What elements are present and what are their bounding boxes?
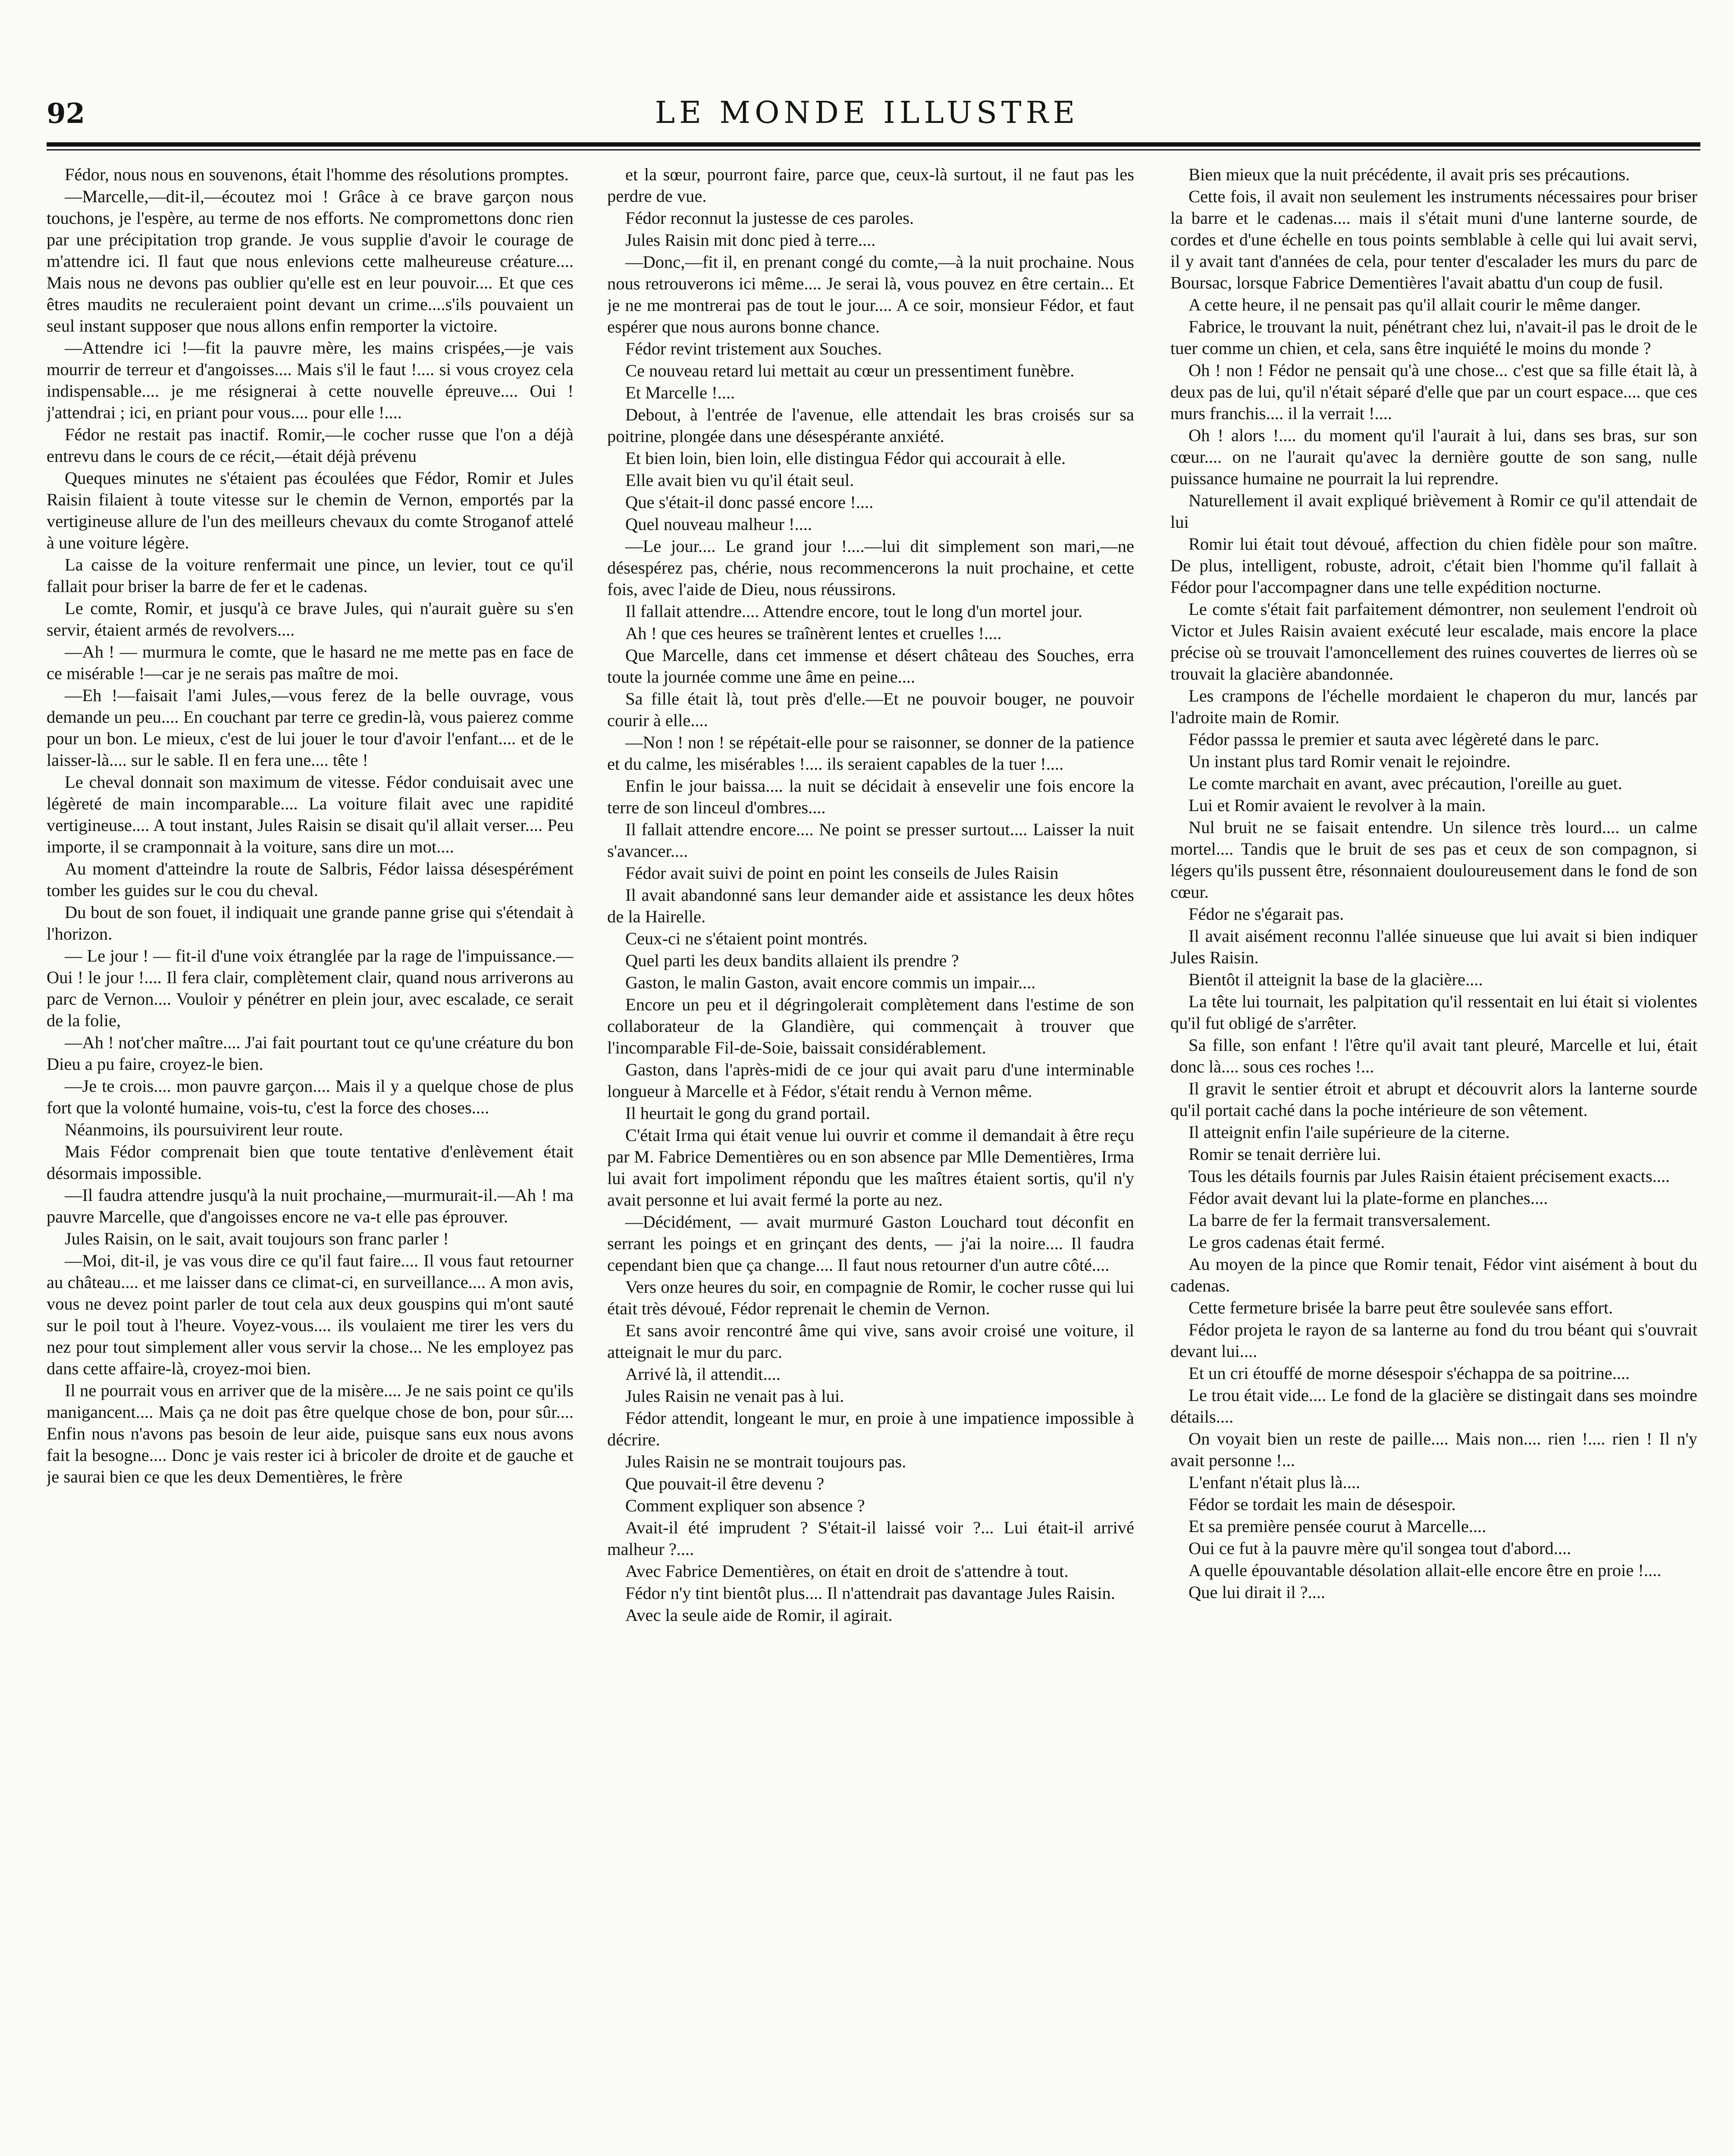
paragraph: L'enfant n'était plus là.... bbox=[1188, 1473, 1361, 1492]
paragraph: Oh ! alors !.... du moment qu'il l'aurait à lui, dans ses bras, sur son cœur.... on ne l'aurait qu'avec la dernière goutte de son sang, nulle puissance humaine ne pourrait la lui reprendre. bbox=[1170, 426, 1697, 488]
paragraph: On voyait bien un reste de paille.... Mais non.... rien !.... rien ! Il n'y avait personne !... bbox=[1170, 1429, 1697, 1470]
paragraph: Fabrice, le trouvant la nuit, pénétrant chez lui, n'avait-il pas le droit de le tuer comme un chien, et cela, sans être inquiété le moins du monde ? bbox=[1170, 317, 1697, 358]
paragraph: Nul bruit ne se faisait entendre. Un silence très lourd.... un calme mortel.... Tandis que le bruit de ses pas et ceux de son compagnon, si légers qu'ils pussent être, résonnaient douloureusement dans le fond de son cœur. bbox=[1170, 818, 1697, 902]
header-rule-thin bbox=[47, 149, 1700, 150]
paragraph: Avait-il été imprudent ? S'était-il laissé voir ?... Lui était-il arrivé malheur ?.... bbox=[607, 1518, 1134, 1559]
paragraph: Romir se tenait derrière lui. bbox=[1188, 1144, 1381, 1164]
paragraph: —Il faudra attendre jusqu'à la nuit prochaine,—murmurait-il.—Ah ! ma pauvre Marcelle, que d'angoisses encore ne va-t elle pas éprouver. bbox=[47, 1185, 574, 1226]
paragraph: Fédor projeta le rayon de sa lanterne au fond du trou béant qui s'ouvrait devant lui.... bbox=[1170, 1320, 1697, 1361]
paragraph: Fédor ne s'égarait pas. bbox=[1188, 904, 1344, 924]
paragraph: Elle avait bien vu qu'il était seul. bbox=[625, 470, 854, 490]
paragraph: —Ah ! not'cher maître.... J'ai fait pourtant tout ce qu'une créature du bon Dieu a pu faire, croyez-le bien. bbox=[47, 1033, 574, 1074]
text-column-1 bbox=[47, 164, 574, 2156]
paragraph: Il fallait attendre encore.... Ne point se presser surtout.... Laisser la nuit s'avancer.... bbox=[607, 820, 1134, 861]
page-number: 92 bbox=[47, 97, 85, 130]
paragraph: Fédor avait suivi de point en point les conseils de Jules Raisin bbox=[625, 863, 1059, 883]
paragraph: Il avait aisément reconnu l'allée sinueuse que lui avait si bien indiquer Jules Raisin. bbox=[1170, 926, 1697, 967]
paragraph: Jules Raisin, on le sait, avait toujours son franc parler ! bbox=[65, 1229, 449, 1248]
paragraph: Que lui dirait il ?.... bbox=[1188, 1583, 1326, 1602]
paragraph: Fédor n'y tint bientôt plus.... Il n'attendrait pas davantage Jules Raisin. bbox=[625, 1583, 1116, 1603]
paragraph: La caisse de la voiture renfermait une pince, un levier, tout ce qu'il fallait pour briser la barre de fer et le cadenas. bbox=[47, 555, 574, 596]
paragraph: Gaston, dans l'après-midi de ce jour qui avait paru d'une interminable longueur à Marcelle et à Fédor, s'était rendu à Vernon même. bbox=[607, 1060, 1134, 1101]
paragraph: —Marcelle,—dit-il,—écoutez moi ! Grâce à ce brave garçon nous touchons, je l'espère, au terme de nos efforts. Ne compromettons donc rien par une précipitation trop grande. Je vous supplie d'avoir le courage de m'attendre ici. Il faut que nous enlevions cette malheureuse créature.... Mais nous ne devons pas oublier qu'elle est en leur pouvoir.... Et que ces êtres maudits ne reculeraient point devant un crime....s'ils pouvaient un seul instant supposer que nous allons enfin remporter la victoire. bbox=[47, 187, 574, 335]
paragraph: Tous les détails fournis par Jules Raisin étaient précisement exacts.... bbox=[1188, 1166, 1670, 1186]
paragraph: Le comte s'était fait parfaitement démontrer, non seulement l'endroit où Victor et Jules Raisin avaient exécuté leur escalade, mais encore la place précise où se trouvait l'amoncellement des ruines couvertes de lierres où se trouvait la glacière abandonnée. bbox=[1170, 599, 1697, 683]
paragraph: Il heurtait le gong du grand portail. bbox=[625, 1103, 870, 1123]
paragraph: Jules Raisin ne se montrait toujours pas. bbox=[625, 1452, 906, 1471]
paragraph: —Eh !—faisait l'ami Jules,—vous ferez de la belle ouvrage, vous demande un peu.... En couchant par terre ce gredin-là, vous paierez comme pour un bon. Le mieux, c'est de lui jouer le tour d'avoir l'enfant.... et de le laisser-là.... sur le sable. Il en fera une.... tête ! bbox=[47, 686, 574, 770]
paragraph: Bien mieux que la nuit précédente, il avait pris ses précautions. bbox=[1188, 165, 1630, 184]
paragraph: Il gravit le sentier étroit et abrupt et découvrit alors la lanterne sourde qu'il portait caché dans la poche intérieure de son vêtement. bbox=[1170, 1079, 1697, 1120]
paragraph: La barre de fer la fermait transversalement. bbox=[1188, 1210, 1491, 1230]
paragraph: Avec Fabrice Dementières, on était en droit de s'attendre à tout. bbox=[625, 1561, 1069, 1581]
paragraph: Gaston, le malin Gaston, avait encore commis un impair.... bbox=[625, 973, 1036, 992]
paragraph: Cette fois, il avait non seulement les instruments nécessaires pour briser la barre et le cadenas.... mais il s'était muni d'une lanterne sourde, de cordes et d'une échelle en tous points semblable à celle qui lui avait servi, il y avait tant d'années de cela, pour tenter d'escalader les murs du parc de Boursac, lorsque Fabrice Dementières l'avait abattu d'un coup de fusil. bbox=[1170, 187, 1697, 292]
paragraph: Que pouvait-il être devenu ? bbox=[625, 1474, 825, 1493]
paragraph: Au moyen de la pince que Romir tenait, Fédor vint aisément à bout du cadenas. bbox=[1170, 1254, 1697, 1295]
paragraph: Enfin le jour baissa.... la nuit se décidait à ensevelir une fois encore la terre de son linceul d'ombres.... bbox=[607, 776, 1134, 817]
paragraph: Debout, à l'entrée de l'avenue, elle attendait les bras croisés sur sa poitrine, plongée dans une désespérante anxiété. bbox=[607, 405, 1134, 446]
paragraph: Du bout de son fouet, il indiquait une grande panne grise qui s'étendait à l'horizon. bbox=[47, 903, 574, 943]
paragraph: Jules Raisin mit donc pied à terre.... bbox=[625, 230, 876, 250]
paragraph: Et Marcelle !.... bbox=[625, 383, 735, 402]
paragraph: Et sa première pensée courut à Marcelle.... bbox=[1188, 1517, 1486, 1536]
paragraph: C'était Irma qui était venue lui ouvrir et comme il demandait à être reçu par M. Fabrice Dementières ou en son absence par Mlle Dementières, Irma lui avait fort impoliment répondu que les maîtres étaient sortis, qu'il n'y avait personne et lui avait fermé la porte au nez. bbox=[607, 1125, 1134, 1210]
paragraph: Comment expliquer son absence ? bbox=[625, 1496, 865, 1515]
paragraph: Que Marcelle, dans cet immense et désert château des Souches, erra toute la journée comme une âme en peine.... bbox=[607, 646, 1134, 686]
paragraph: Et un cri étouffé de morne désespoir s'échappa de sa poitrine.... bbox=[1188, 1363, 1630, 1383]
paragraph: Au moment d'atteindre la route de Salbris, Fédor laissa désespérément tomber les guides sur le cou du cheval. bbox=[47, 859, 574, 900]
paragraph: Il avait abandonné sans leur demander aide et assistance les deux hôtes de la Hairelle. bbox=[607, 885, 1134, 926]
paragraph: —Moi, dit-il, je vas vous dire ce qu'il faut faire.... Il vous faut retourner au château.... et me laisser dans ce climat-ci, en surveillance.... A mon avis, vous ne devez point parler de tout cela aux deux gouspins qui m'ont sauté sur le poil tout à l'heure. Voyez-vous.... ils voulaient me tirer les vers du nez pour tout simplement aller vous servir la chose... Ne les employez pas dans cette affaire-là, croyez-moi bien. bbox=[47, 1251, 574, 1378]
paragraph: Et bien loin, bien loin, elle distingua Fédor qui accourait à elle. bbox=[625, 448, 1066, 468]
paragraph: Arrivé là, il attendit.... bbox=[625, 1364, 781, 1384]
paragraph: Les crampons de l'échelle mordaient le chaperon du mur, lancés par l'adroite main de Romir. bbox=[1170, 686, 1697, 727]
paragraph: Oui ce fut à la pauvre mère qu'il songea tout d'abord.... bbox=[1188, 1539, 1571, 1558]
paragraph: —Le jour.... Le grand jour !....—lui dit simplement son mari,—ne désespérez pas, chérie, nous recommencerons la nuit prochaine, et cette fois, avec l'aide de Dieu, nous réussirons. bbox=[607, 536, 1134, 599]
paragraph: et la sœur, pourront faire, parce que, ceux-là surtout, il ne faut pas les perdre de vue. bbox=[607, 165, 1134, 206]
paragraph: — Le jour ! — fit-il d'une voix étranglée par la rage de l'impuissance.—Oui ! le jour !.... Il fera clair, complètement clair, quand nous arriverons au parc de Vernon.... Vouloir y pénétrer en plein jour, avec escalade, ce serait de la folie, bbox=[47, 946, 574, 1030]
paragraph: Fédor reconnut la justesse de ces paroles. bbox=[625, 208, 914, 228]
paragraph: —Je te crois.... mon pauvre garçon.... Mais il y a quelque chose de plus fort que la volonté humaine, vois-tu, c'est la force des choses.... bbox=[47, 1076, 574, 1117]
paragraph: Ce nouveau retard lui mettait au cœur un pressentiment funèbre. bbox=[625, 361, 1075, 380]
paragraph: Romir lui était tout dévoué, affection du chien fidèle pour son maître. De plus, intelligent, robuste, adroit, c'était bien l'homme qu'il fallait à Fédor pour l'accompagner dans une telle expédition nocturne. bbox=[1170, 534, 1697, 597]
paragraph: Le trou était vide.... Le fond de la glacière se distingait dans ses moindre détails.... bbox=[1170, 1385, 1697, 1426]
paragraph: Il ne pourrait vous en arriver que de la misère.... Je ne sais point ce qu'ils manigancent.... Mais ça ne doit pas être quelque chose de bon, pour sûr.... Enfin nous n'avons pas besoin de leur aide, puisque sans eux nous avons fait la besogne.... Donc je vais rester ici à bricoler de droite et de gauche et je saurai bien ce que les deux Dementières, le frère bbox=[47, 1381, 574, 1486]
paragraph: Néanmoins, ils poursuivirent leur route. bbox=[65, 1120, 343, 1139]
paragraph: Ah ! que ces heures se traînèrent lentes et cruelles !.... bbox=[625, 624, 1002, 643]
paragraph: Sa fille était là, tout près d'elle.—Et ne pouvoir bouger, ne pouvoir courir à elle.... bbox=[607, 689, 1134, 730]
paragraph: Fédor, nous nous en souvenons, était l'homme des résolutions promptes. bbox=[65, 165, 569, 184]
paragraph: Vers onze heures du soir, en compagnie de Romir, le cocher russe qui lui était très dévoué, Fédor reprenait le chemin de Vernon. bbox=[607, 1277, 1134, 1318]
paragraph: Fédor avait devant lui la plate-forme en planches.... bbox=[1188, 1188, 1548, 1208]
paragraph: —Attendre ici !—fit la pauvre mère, les mains crispées,—je vais mourrir de terreur et d'angoisses.... Mais s'il le faut !.... si vous croyez cela indispensable.... je me résignerai à cette nouvelle épreuve.... Oui ! j'attendrai ; ici, en priant pour vous.... pour elle !.... bbox=[47, 338, 574, 422]
paragraph: Fédor attendit, longeant le mur, en proie à une impatience impossible à décrire. bbox=[607, 1408, 1134, 1449]
paragraph: —Décidément, — avait murmuré Gaston Louchard tout déconfit en serrant les poings et en grinçant des dents, — j'ai la noire.... Il faudra cependant bien que ça change.... Il faut nous retourner d'un autre côté.... bbox=[607, 1212, 1134, 1275]
paragraph: Sa fille, son enfant ! l'être qu'il avait tant pleuré, Marcelle et lui, était donc là.... sous ces roches !... bbox=[1170, 1035, 1697, 1076]
paragraph: Il fallait attendre.... Attendre encore, tout le long d'un mortel jour. bbox=[625, 602, 1082, 621]
text-column-2 bbox=[607, 164, 1134, 2156]
paragraph: Avec la seule aide de Romir, il agirait. bbox=[625, 1605, 893, 1625]
paragraph: Le comte marchait en avant, avec précaution, l'oreille au guet. bbox=[1188, 774, 1622, 793]
paragraph: —Donc,—fit il, en prenant congé du comte,—à la nuit prochaine. Nous nous retrouverons ici même.... Je serai là, vous pouvez en être certain... Et je ne me montrerai pas de tout le jour.... A ce soir, monsieur Fédor, et faut espérer que nous aurons bonne chance. bbox=[607, 252, 1134, 336]
paragraph: A cette heure, il ne pensait pas qu'il allait courir le même danger. bbox=[1188, 295, 1641, 314]
paragraph: Naturellement il avait expliqué brièvement à Romir ce qu'il attendait de lui bbox=[1170, 491, 1697, 532]
paragraph: Fédor revint tristement aux Souches. bbox=[625, 339, 882, 358]
paragraph: Il atteignit enfin l'aile supérieure de la citerne. bbox=[1188, 1122, 1510, 1142]
paragraph: Mais Fédor comprenait bien que toute tentative d'enlèvement était désormais impossible. bbox=[47, 1142, 574, 1183]
text-column-3 bbox=[1170, 164, 1697, 2156]
paragraph: Quel nouveau malheur !.... bbox=[625, 514, 812, 534]
paragraph: Et sans avoir rencontré âme qui vive, sans avoir croisé une voiture, il atteignait le mur du parc. bbox=[607, 1321, 1134, 1362]
paragraph: Le gros cadenas était fermé. bbox=[1188, 1232, 1385, 1252]
paragraph: Lui et Romir avaient le revolver à la main. bbox=[1188, 796, 1486, 815]
masthead-title: LE MONDE ILLUSTRE bbox=[655, 95, 1079, 130]
paragraph: Encore un peu et il dégringolerait complètement dans l'estime de son collaborateur de la Glandière, qui commençait à trouver que l'incomparable Fil-de-Soie, baissait considérablement. bbox=[607, 995, 1134, 1057]
paragraph: La tête lui tournait, les palpitation qu'il ressentait en lui était si violentes qu'il fut obligé de s'arrêter. bbox=[1170, 992, 1697, 1033]
paragraph: Quel parti les deux bandits allaient ils prendre ? bbox=[625, 951, 959, 970]
paragraph: Fédor se tordait les main de désespoir. bbox=[1188, 1495, 1456, 1514]
paragraph: Le cheval donnait son maximum de vitesse. Fédor conduisait avec une légèreté de main incomparable.... La voiture filait avec une rapidité vertigineuse.... A tout instant, Jules Raisin se disait qu'il allait verser.... Peu importe, il se cramponnait à la voiture, sans dire un mot.... bbox=[47, 772, 574, 856]
paragraph: Ceux-ci ne s'étaient point montrés. bbox=[625, 929, 868, 948]
header-rule-thick bbox=[47, 142, 1700, 147]
paragraph: Oh ! non ! Fédor ne pensait qu'à une chose... c'est que sa fille était là, à deux pas de lui, qu'il n'était séparé d'elle que par un court espace.... que ces murs franchis.... il la verrait !.... bbox=[1170, 360, 1697, 423]
paragraph: Fédor ne restait pas inactif. Romir,—le cocher russe que l'on a déjà entrevu dans le cours de ce récit,—était déjà prévenu bbox=[47, 425, 574, 466]
paragraph: Fédor passsa le premier et sauta avec légèreté dans le parc. bbox=[1188, 730, 1599, 749]
paragraph: Bientôt il atteignit la base de la glacière.... bbox=[1188, 970, 1483, 989]
paragraph: A quelle épouvantable désolation allait-elle encore être en proie !.... bbox=[1188, 1561, 1662, 1580]
paragraph: —Ah ! — murmura le comte, que le hasard ne me mette pas en face de ce misérable !—car je ne serais pas maître de moi. bbox=[47, 642, 574, 683]
paragraph: Un instant plus tard Romir venait le rejoindre. bbox=[1188, 752, 1511, 771]
paragraph: Cette fermeture brisée la barre peut être soulevée sans effort. bbox=[1188, 1298, 1613, 1317]
paragraph: —Non ! non ! se répétait-elle pour se raisonner, se donner de la patience et du calme, les misérables !.... ils seraient capables de la tuer !.... bbox=[607, 733, 1134, 774]
paragraph: Jules Raisin ne venait pas à lui. bbox=[625, 1386, 844, 1406]
paragraph: Que s'était-il donc passé encore !.... bbox=[625, 492, 874, 512]
paragraph: Queques minutes ne s'étaient pas écoulées que Fédor, Romir et Jules Raisin filaient à toute vitesse sur le chemin de Vernon, emportés par la vertigineuse allure de l'un des meilleurs chevaux du comte Stroganof attelé à une voiture légère. bbox=[47, 468, 574, 552]
paragraph: Le comte, Romir, et jusqu'à ce brave Jules, qui n'aurait guère su s'en servir, étaient armés de revolvers.... bbox=[47, 599, 574, 639]
